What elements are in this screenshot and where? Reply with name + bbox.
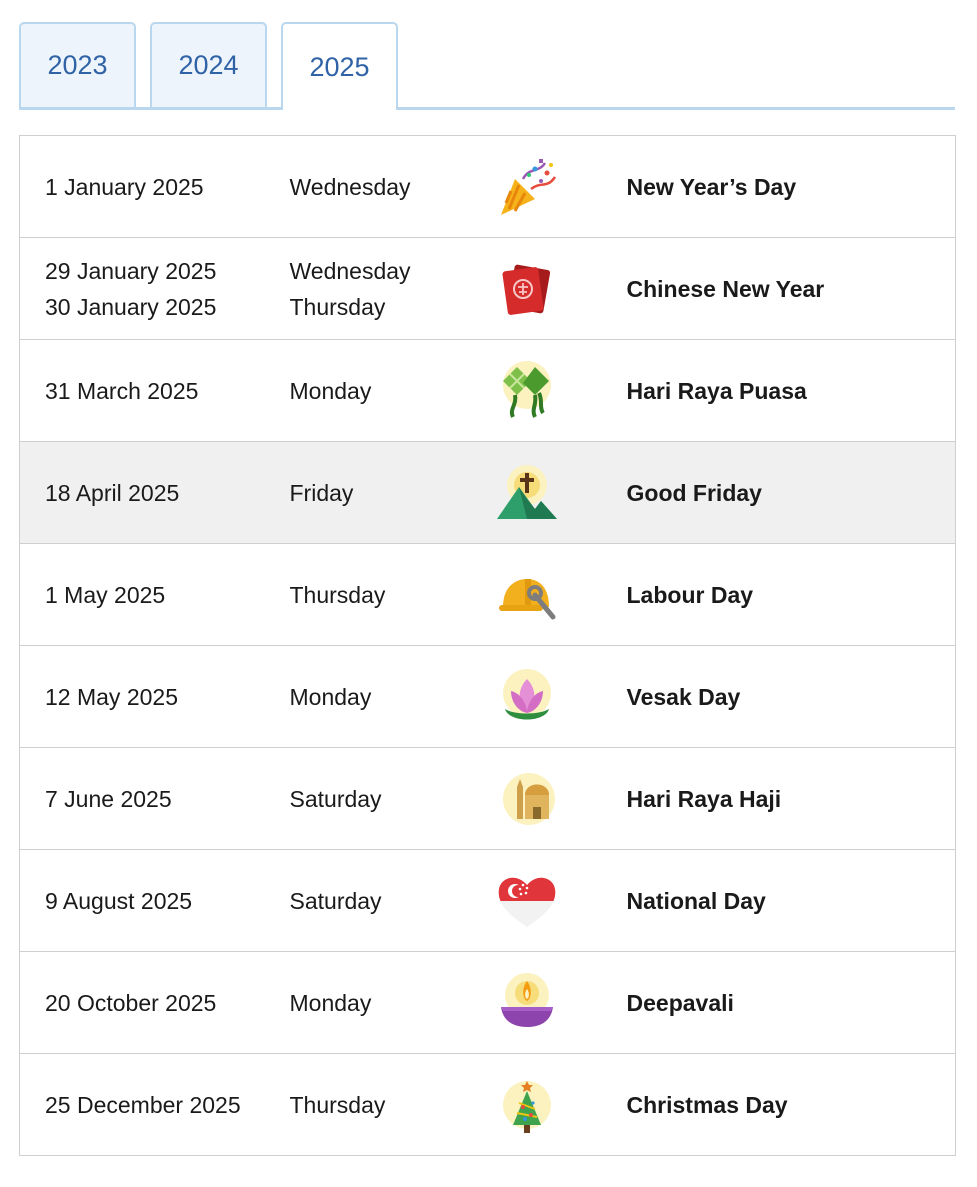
name-cell	[627, 748, 956, 850]
table-row	[20, 748, 956, 850]
day-text: Friday	[289, 479, 354, 506]
day-cell	[290, 442, 480, 544]
date-text: 25 December 2025	[45, 1091, 241, 1118]
date-cell	[20, 340, 290, 442]
date-cell	[20, 952, 290, 1054]
table-row	[20, 544, 956, 646]
tab-underline	[19, 107, 955, 110]
date-cell	[20, 646, 290, 748]
name-cell	[627, 544, 956, 646]
date-cell	[20, 544, 290, 646]
name-cell	[627, 442, 956, 544]
day-text: Monday	[289, 683, 372, 710]
holiday-name: Hari Raya Puasa	[626, 377, 807, 404]
date-text: 12 May 2025	[45, 683, 178, 710]
party-popper-icon	[495, 155, 559, 219]
date-cell	[20, 442, 290, 544]
table-row	[20, 340, 956, 442]
date-text: 29 January 2025	[45, 257, 217, 284]
date-cell	[20, 748, 290, 850]
date-text: 7 June 2025	[45, 785, 172, 812]
holiday-name: New Year’s Day	[626, 173, 797, 200]
name-cell	[627, 238, 956, 340]
day-cell	[290, 340, 480, 442]
day-cell	[290, 850, 480, 952]
day-text: Wednesday	[289, 257, 411, 284]
date-text: 9 August 2025	[45, 887, 193, 914]
holiday-name: Hari Raya Haji	[626, 785, 782, 812]
holiday-name: Deepavali	[626, 989, 734, 1016]
day-text: Thursday	[289, 581, 386, 608]
date-cell	[20, 238, 290, 340]
tab-2023[interactable]: 2023	[19, 22, 136, 107]
day-cell	[290, 646, 480, 748]
holiday-name: Labour Day	[626, 581, 754, 608]
tab-2025[interactable]: 2025	[281, 22, 398, 110]
day-cell	[290, 238, 480, 340]
tab-2024[interactable]: 2024	[150, 22, 267, 107]
holiday-name: Christmas Day	[626, 1091, 788, 1118]
date-text: 30 January 2025	[45, 293, 217, 320]
holiday-name: Chinese New Year	[626, 275, 825, 302]
table-row	[20, 442, 956, 544]
date-text: 1 January 2025	[45, 173, 204, 200]
day-text: Monday	[289, 989, 372, 1016]
holiday-name: National Day	[626, 887, 766, 914]
holiday-name: Good Friday	[626, 479, 762, 506]
holiday-name: Vesak Day	[626, 683, 741, 710]
day-text: Saturday	[289, 887, 382, 914]
name-cell	[627, 340, 956, 442]
year-tabs	[19, 22, 955, 110]
singapore-heart-icon	[495, 869, 559, 933]
cross-mountain-icon	[495, 461, 559, 525]
name-cell	[627, 952, 956, 1054]
table-row	[20, 850, 956, 952]
day-text: Monday	[289, 377, 372, 404]
mosque-crescent-icon	[495, 767, 559, 831]
day-text: Wednesday	[289, 173, 411, 200]
ketupat-icon	[495, 359, 559, 423]
hardhat-wrench-icon	[495, 563, 559, 627]
day-cell	[290, 136, 480, 238]
name-cell	[627, 850, 956, 952]
date-text: 18 April 2025	[45, 479, 180, 506]
day-cell	[290, 748, 480, 850]
table-row	[20, 1054, 956, 1156]
name-cell	[627, 646, 956, 748]
date-text: 31 March 2025	[45, 377, 199, 404]
holiday-table	[19, 135, 956, 1156]
christmas-tree-icon	[495, 1073, 559, 1137]
lotus-icon	[495, 665, 559, 729]
table-row	[20, 136, 956, 238]
date-cell	[20, 850, 290, 952]
date-text: 1 May 2025	[45, 581, 166, 608]
day-text: Thursday	[289, 1091, 386, 1118]
name-cell	[627, 1054, 956, 1156]
day-cell	[290, 952, 480, 1054]
date-text: 20 October 2025	[45, 989, 217, 1016]
day-cell	[290, 1054, 480, 1156]
red-envelope-icon	[495, 257, 559, 321]
table-row	[20, 646, 956, 748]
day-text: Thursday	[289, 293, 386, 320]
day-cell	[290, 544, 480, 646]
diya-lamp-icon	[495, 971, 559, 1035]
name-cell	[627, 136, 956, 238]
table-row	[20, 238, 956, 340]
day-text: Saturday	[289, 785, 382, 812]
date-cell	[20, 1054, 290, 1156]
date-cell	[20, 136, 290, 238]
table-row	[20, 952, 956, 1054]
